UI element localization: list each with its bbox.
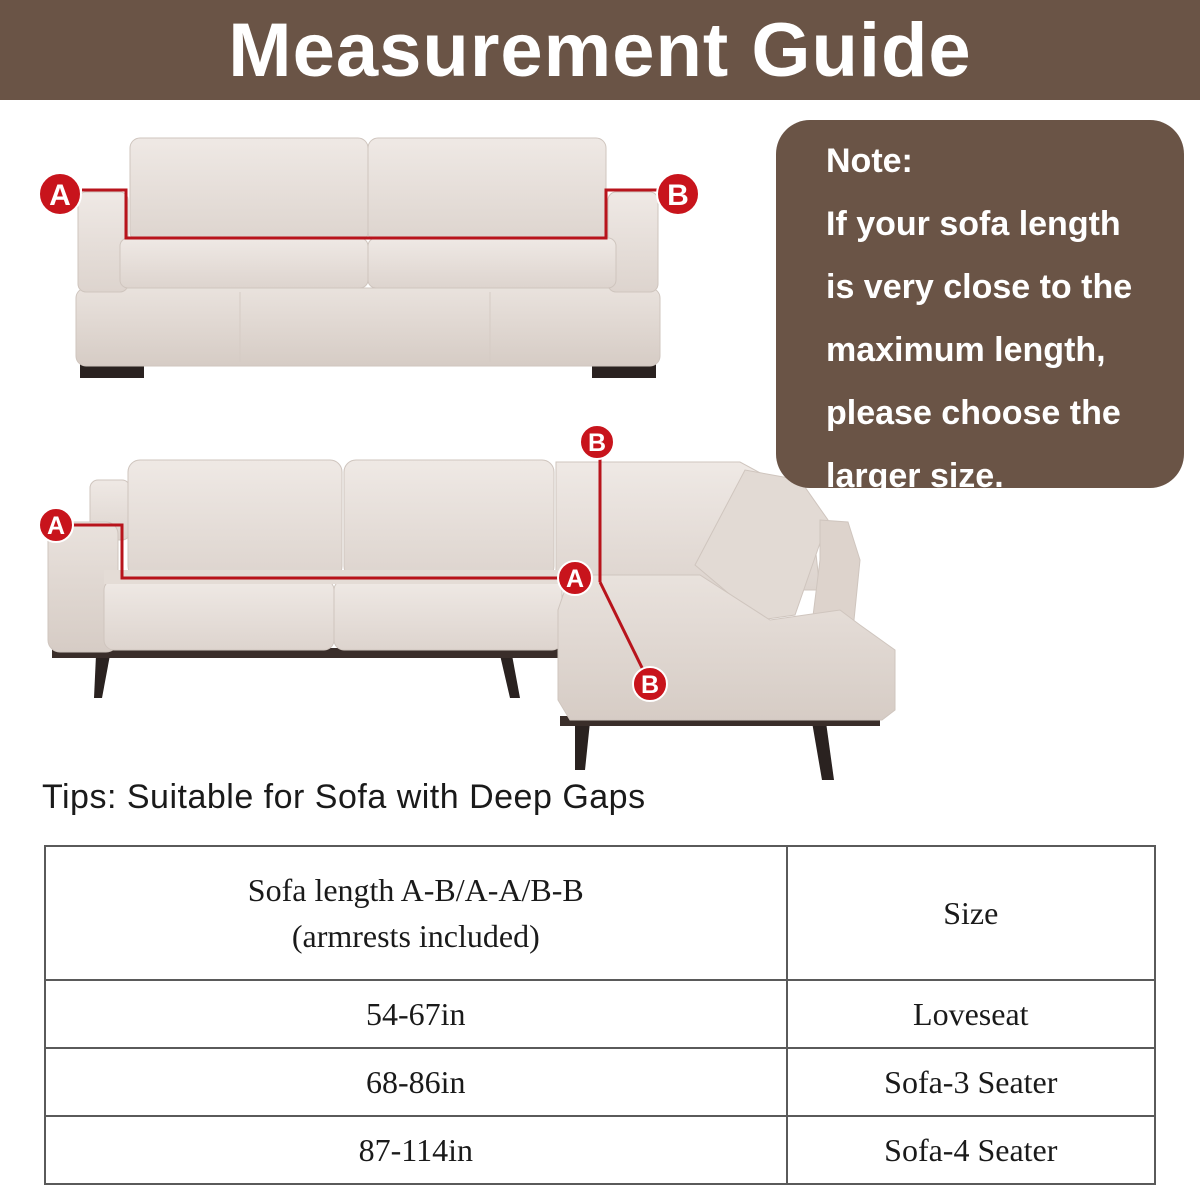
three-seat-sofa — [76, 138, 660, 378]
header-banner — [0, 0, 1200, 100]
page-title: Measurement Guide — [228, 7, 972, 93]
marker-b-icon — [657, 173, 699, 215]
table-row — [45, 1116, 1155, 1184]
sectional-sofa — [48, 442, 895, 780]
note-line: maximum length, — [826, 331, 1106, 369]
marker-a-icon — [39, 508, 73, 542]
marker-label: A — [49, 179, 71, 212]
size-chart-table — [44, 845, 1156, 1185]
size-cell: Sofa-3 Seater — [787, 1048, 1155, 1116]
note-line: larger size. — [826, 457, 1004, 495]
length-cell: 68-86in — [45, 1048, 787, 1116]
note-line: please choose the — [826, 394, 1121, 432]
marker-b-icon — [580, 425, 614, 459]
header-cell-size: Size — [787, 846, 1155, 980]
tips-text: Tips: Suitable for Sofa with Deep Gaps — [42, 778, 646, 816]
marker-a-icon — [558, 561, 592, 595]
header-cell-length — [45, 846, 787, 980]
marker-label: A — [565, 565, 585, 593]
note-box — [776, 120, 1184, 495]
marker-label: A — [46, 512, 66, 540]
note-line: If your sofa length — [826, 205, 1121, 243]
marker-label: B — [640, 671, 660, 699]
header-length-line1: Sofa length A-B/A-A/B-B — [247, 872, 584, 908]
size-cell: Sofa-4 Seater — [787, 1116, 1155, 1184]
marker-label: B — [587, 429, 607, 457]
header-length-line2: (armrests included) — [291, 918, 540, 954]
note-line: is very close to the — [826, 268, 1133, 306]
table-row — [45, 980, 1155, 1048]
table-header-row — [45, 846, 1155, 980]
size-cell: Loveseat — [787, 980, 1155, 1048]
length-cell: 87-114in — [45, 1116, 787, 1184]
length-cell: 54-67in — [45, 980, 787, 1048]
note-heading: Note: — [826, 142, 913, 180]
marker-b-icon — [633, 667, 667, 701]
marker-label: B — [667, 179, 689, 212]
table-row — [45, 1048, 1155, 1116]
marker-a-icon — [39, 173, 81, 215]
